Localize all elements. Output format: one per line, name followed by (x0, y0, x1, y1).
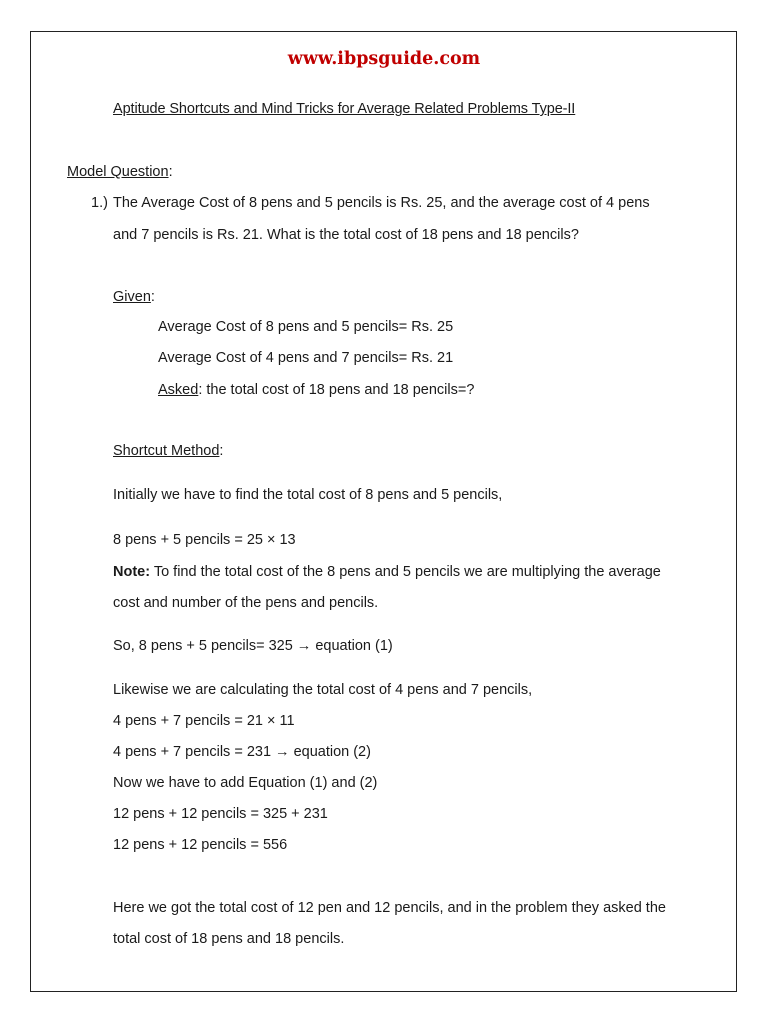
asked-label: Asked (158, 382, 199, 398)
given-line-1: Average Cost of 8 pens and 5 pencils= Rs. 25 (158, 319, 454, 335)
shortcut-heading: Shortcut Method: (113, 443, 224, 459)
shortcut-label: Shortcut Method (113, 443, 220, 459)
here-line-1: Here we got the total cost of 12 pen and 12 pencils, and in the problem they asked the (113, 900, 666, 916)
note-label: Note: (113, 564, 151, 580)
given-line-2: Average Cost of 4 pens and 7 pencils= Rs. 21 (158, 350, 454, 366)
document-title: Aptitude Shortcuts and Mind Tricks for Average Related Problems Type-II (113, 101, 576, 117)
asked-line (158, 380, 474, 400)
note-line-2: cost and number of the pens and pencils. (113, 595, 379, 611)
model-question-label: Model Question (67, 164, 169, 180)
model-question-heading: Model Question: (67, 164, 173, 180)
add-line: Now we have to add Equation (1) and (2) (113, 775, 378, 791)
note-text-1: To find the total cost of the 8 pens and 5 pencils we are multiplying the average (150, 564, 661, 580)
shortcut-intro: Initially we have to find the total cost of 8 pens and 5 pencils, (113, 487, 503, 503)
question-number: 1.) (91, 195, 108, 211)
equation-2: 4 pens + 7 pencils = 21 × 11 (113, 713, 295, 729)
here-line-2: total cost of 18 pens and 18 pencils. (113, 931, 345, 947)
question-line-2: and 7 pencils is Rs. 21. What is the total cost of 18 pens and 18 pencils? (113, 227, 579, 243)
so-line: So, 8 pens + 5 pencils= 325 → equation (1) (113, 638, 393, 654)
given-heading: Given: (113, 289, 155, 305)
sum-line-1: 12 pens + 12 pencils = 325 + 231 (113, 806, 328, 822)
equation-3: 4 pens + 7 pencils = 231 → equation (2) (113, 744, 371, 760)
note-line-1 (113, 562, 661, 582)
equation-1: 8 pens + 5 pencils = 25 × 13 (113, 532, 296, 548)
likewise-line: Likewise we are calculating the total cost of 4 pens and 7 pencils, (113, 682, 533, 698)
site-url[interactable]: www.ibpsguide.com (287, 49, 481, 69)
question-line-1: The Average Cost of 8 pens and 5 pencils is Rs. 25, and the average cost of 4 pens (113, 195, 650, 211)
asked-text: : the total cost of 18 pens and 18 pencils=? (198, 382, 475, 398)
sum-line-2: 12 pens + 12 pencils = 556 (113, 837, 288, 853)
given-label: Given (113, 289, 151, 305)
